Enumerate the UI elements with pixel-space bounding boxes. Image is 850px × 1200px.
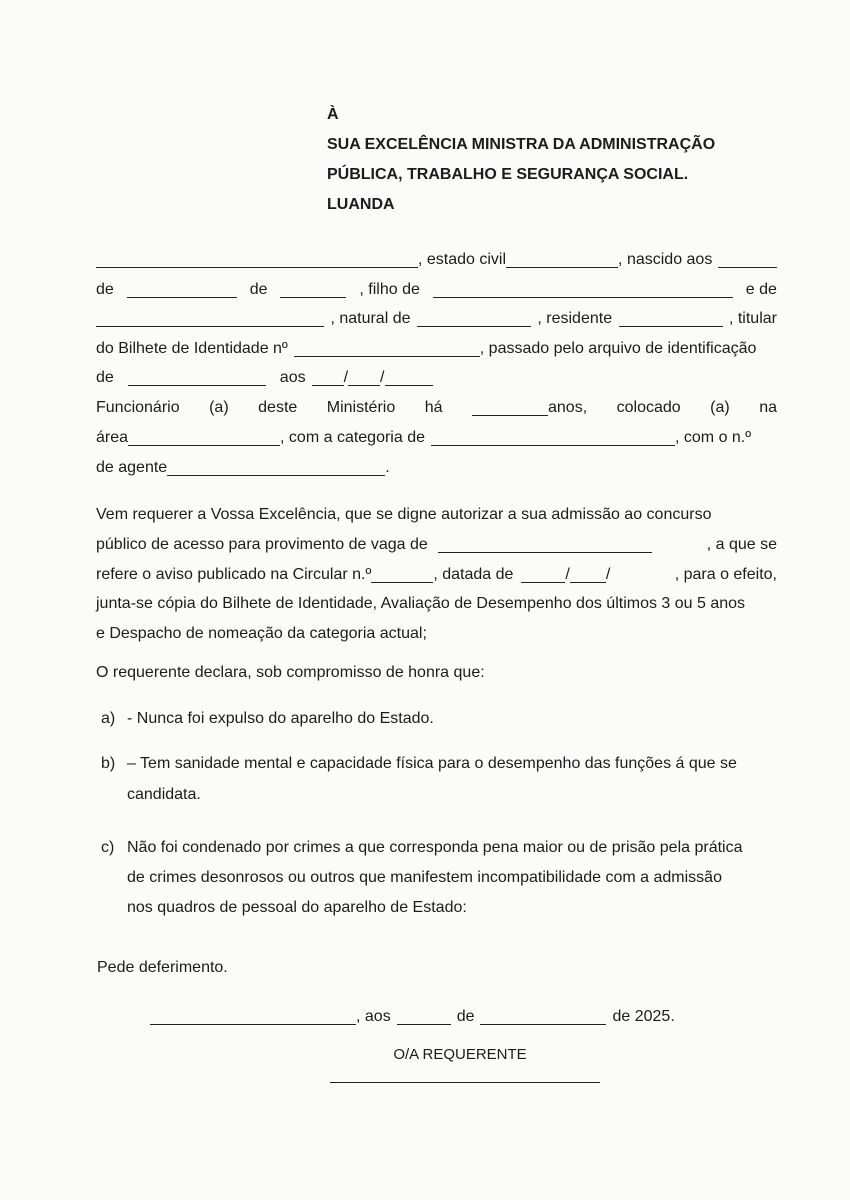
addressee-prefix: À bbox=[327, 106, 339, 123]
circular-dia-blank[interactable] bbox=[521, 566, 565, 583]
word: Funcionário bbox=[96, 399, 180, 416]
word: na bbox=[759, 399, 777, 416]
declaration-item-c-cont-1 bbox=[127, 868, 722, 888]
request-text: refere o aviso publicado na Circular n.º bbox=[96, 566, 372, 583]
declaration-item-c-cont-2 bbox=[127, 898, 467, 918]
item-label: c) bbox=[101, 839, 115, 856]
emissao-dia-blank[interactable] bbox=[312, 369, 344, 386]
addressee-block bbox=[327, 100, 715, 220]
label-de-agente: de agente bbox=[96, 459, 168, 476]
word: Ministério bbox=[326, 399, 396, 416]
date-slash: / bbox=[565, 566, 570, 583]
label-natural-de: , natural de bbox=[330, 310, 411, 327]
label-area: área bbox=[96, 429, 129, 446]
request-line-5 bbox=[96, 624, 777, 644]
declaration-intro-text: O requerente declara, sob compromisso de honra que: bbox=[96, 664, 485, 681]
word: deste bbox=[258, 399, 298, 416]
pai-blank[interactable] bbox=[433, 281, 733, 298]
date-slash: / bbox=[343, 369, 349, 386]
word: há bbox=[424, 399, 443, 416]
label-com-numero: , com o n.º bbox=[675, 429, 752, 446]
id-line-4 bbox=[96, 339, 777, 359]
name-blank[interactable] bbox=[96, 251, 418, 268]
addressee-line-3: LUANDA bbox=[327, 196, 395, 213]
natural-blank[interactable] bbox=[417, 310, 531, 327]
id-line-8 bbox=[96, 458, 777, 478]
nascido-dia-blank[interactable] bbox=[718, 251, 777, 268]
id-line-7 bbox=[96, 428, 777, 448]
addressee-line-1: SUA EXCELÊNCIA MINISTRA DA ADMINISTRAÇÃO bbox=[327, 136, 716, 153]
id-line-2 bbox=[96, 280, 777, 300]
date-slash: / bbox=[380, 369, 385, 386]
label-aos: aos bbox=[279, 369, 306, 386]
request-line-2 bbox=[96, 535, 777, 555]
declaration-item-b-cont bbox=[127, 785, 201, 805]
data-dia-blank[interactable] bbox=[397, 1008, 451, 1025]
request-text: , a que se bbox=[706, 536, 777, 553]
local-blank[interactable] bbox=[150, 1008, 356, 1025]
request-text: e Despacho de nomeação da categoria actual; bbox=[96, 625, 427, 642]
item-text: Não foi condenado por crimes a que corresponda pena maior ou de prisão pela prática bbox=[127, 839, 743, 856]
item-text: candidata. bbox=[127, 786, 201, 803]
emissao-ano-blank[interactable] bbox=[385, 369, 433, 386]
label-categoria: , com a categoria de bbox=[280, 429, 425, 446]
label-de: de bbox=[249, 281, 268, 298]
nascido-mes-blank[interactable] bbox=[127, 281, 237, 298]
circular-numero-blank[interactable] bbox=[371, 566, 433, 583]
data-mes-blank[interactable] bbox=[480, 1008, 606, 1025]
item-text: de crimes desonrosos ou outros que manifestem incompatibilidade com a admissão bbox=[127, 869, 722, 886]
period: . bbox=[385, 459, 390, 476]
request-text: , para o efeito, bbox=[674, 566, 777, 583]
categoria-blank[interactable] bbox=[431, 429, 675, 446]
word: colocado bbox=[616, 399, 681, 416]
id-line-3 bbox=[96, 309, 777, 329]
residente-blank[interactable] bbox=[619, 310, 723, 327]
id-line-1 bbox=[96, 250, 777, 270]
agente-numero-blank[interactable] bbox=[167, 459, 385, 476]
label-bilhete: do Bilhete de Identidade nº bbox=[96, 340, 288, 357]
item-text: – Tem sanidade mental e capacidade física para o desempenho das funções á que se bbox=[127, 755, 737, 772]
bilhete-numero-blank[interactable] bbox=[294, 340, 480, 357]
addressee-line-2: PÚBLICA, TRABALHO E SEGURANÇA SOCIAL. bbox=[327, 166, 689, 183]
place-date-line bbox=[150, 1007, 710, 1027]
signature-line[interactable] bbox=[330, 1082, 600, 1083]
item-label: b) bbox=[101, 755, 116, 772]
pede-deferimento bbox=[97, 958, 778, 978]
request-text: junta-se cópia do Bilhete de Identidade, Avaliação de Desempenho dos últimos 3 ou 5 anos bbox=[96, 595, 746, 612]
label-nascido-aos: , nascido aos bbox=[618, 251, 713, 268]
emissao-mes-blank[interactable] bbox=[348, 369, 380, 386]
item-text: nos quadros de pessoal do aparelho de Estado: bbox=[127, 899, 467, 916]
estado-civil-blank[interactable] bbox=[506, 251, 618, 268]
area-blank[interactable] bbox=[128, 429, 280, 446]
declaration-intro bbox=[96, 663, 777, 683]
signature-label: O/A REQUERENTE bbox=[393, 1046, 527, 1063]
label-de: de bbox=[96, 369, 114, 386]
request-text: público de acesso para provimento de vaga de bbox=[96, 536, 428, 553]
request-text: , datada de bbox=[433, 566, 514, 583]
label-aos: , aos bbox=[356, 1008, 391, 1025]
label-ano: de 2025. bbox=[612, 1008, 675, 1025]
request-line-1 bbox=[96, 505, 777, 525]
mae-blank[interactable] bbox=[96, 310, 324, 327]
item-text: - Nunca foi expulso do aparelho do Estado. bbox=[127, 710, 434, 727]
id-line-5 bbox=[96, 368, 777, 388]
label-filho-de: , filho de bbox=[359, 281, 420, 298]
declaration-item-a bbox=[101, 709, 434, 729]
word: anos, bbox=[548, 399, 588, 416]
declaration-item-b bbox=[101, 754, 737, 774]
label-estado-civil: , estado civil bbox=[418, 251, 507, 268]
request-text: Vem requerer a Vossa Excelência, que se digne autorizar a sua admissão ao concurso bbox=[96, 506, 712, 523]
request-line-4 bbox=[96, 594, 777, 614]
label-passado-arquivo: , passado pelo arquivo de identificação bbox=[479, 340, 757, 357]
anos-servico-blank[interactable] bbox=[472, 399, 548, 416]
label-e-de: e de bbox=[745, 281, 777, 298]
word: (a) bbox=[710, 399, 730, 416]
label-de: de bbox=[96, 281, 114, 298]
nascido-ano-blank[interactable] bbox=[280, 281, 346, 298]
label-titular: , titular bbox=[728, 310, 777, 327]
declaration-item-c bbox=[101, 838, 743, 858]
word: (a) bbox=[209, 399, 229, 416]
label-de: de bbox=[456, 1008, 475, 1025]
item-label: a) bbox=[101, 710, 116, 727]
request-line-3 bbox=[96, 565, 777, 585]
circular-mes-blank[interactable] bbox=[570, 566, 606, 583]
label-residente: , residente bbox=[537, 310, 613, 327]
id-line-6 bbox=[96, 398, 777, 418]
anos-group bbox=[472, 398, 587, 418]
date-slash: / bbox=[605, 566, 611, 583]
vaga-blank[interactable] bbox=[438, 536, 652, 553]
arquivo-blank[interactable] bbox=[128, 369, 266, 386]
closing-text: Pede deferimento. bbox=[97, 959, 228, 976]
